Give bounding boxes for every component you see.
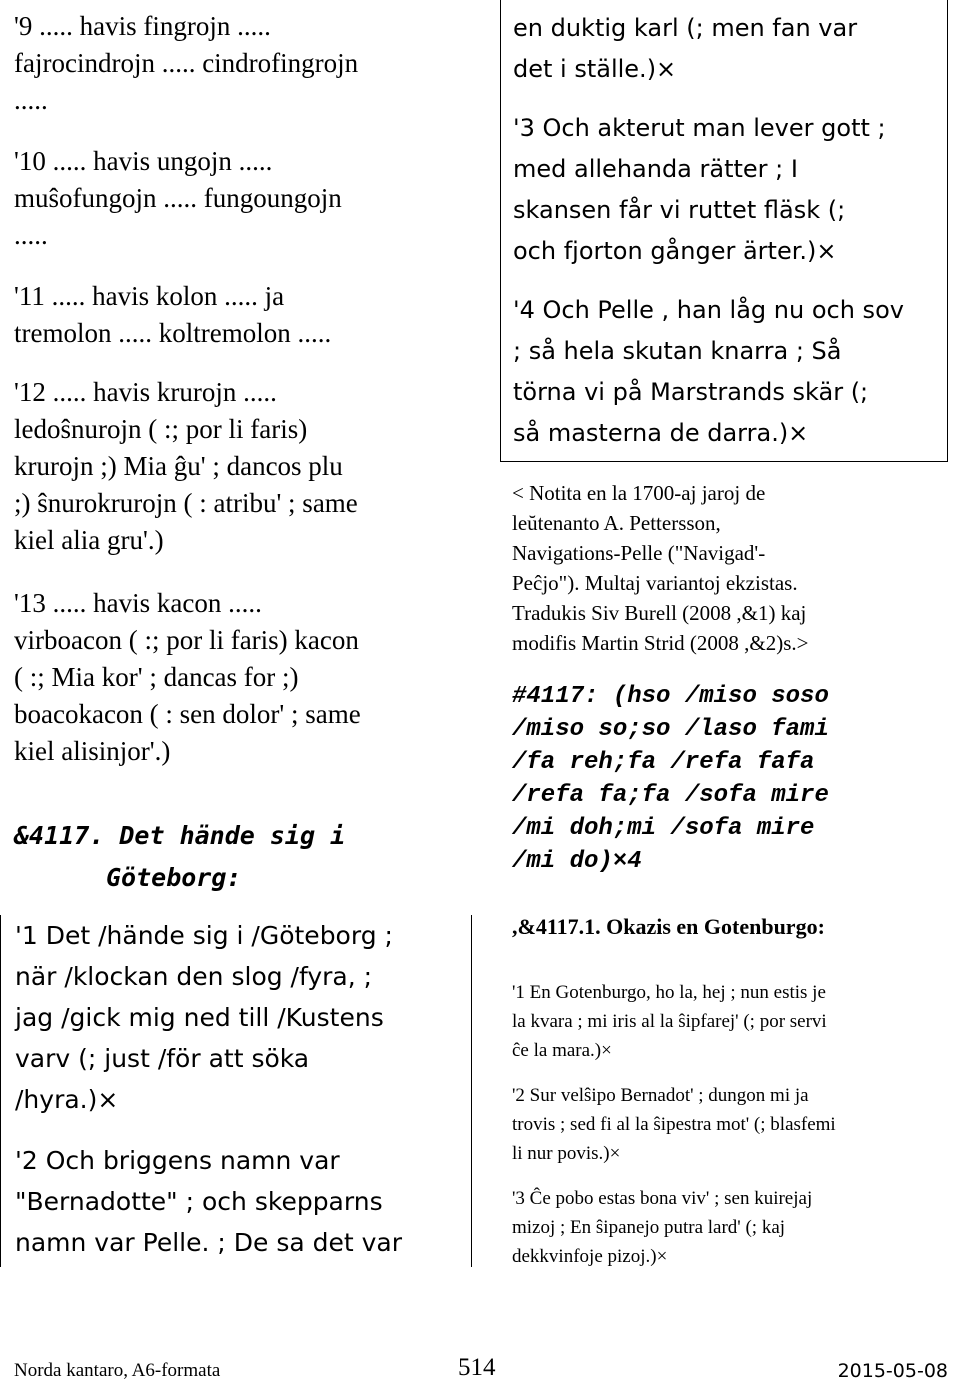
verse-10: '10 ..... havis ungojn ..... muŝofungojn ..... fungoungojn .....: [14, 146, 342, 250]
swedish-verse-4: '4 Och Pelle , han låg nu och sov ; så hela skutan knarra ; Så törna vi på Marstrands skär (; så masterna de darra.)×: [513, 296, 904, 447]
esperanto-verses-right: [512, 978, 948, 1287]
esperanto-verse-1: '1 En Gotenburgo, ho la, hej ; nun estis je la kvara ; mi iris al la ŝipfarej' (; por servi ĉe la mara.)×: [512, 982, 827, 1061]
page-footer: [14, 1352, 948, 1382]
swedish-verse-1: '1 Det /hände sig i /Göteborg ; när /klockan den slog /fyra, ; jag /gick mig ned till /Kustens varv (; just /för att söka /hyra.)×: [15, 921, 393, 1114]
footer-page-number: 514: [458, 1354, 496, 1381]
swedish-verse-2: '2 Och briggens namn var "Bernadotte" ; och skepparns namn var Pelle. ; De sa det var: [15, 1146, 403, 1257]
swedish-lyrics-box: [0, 915, 472, 1267]
song-heading-line1: &4117. Det hände sig i: [14, 821, 346, 850]
song-heading: [14, 815, 345, 899]
translation-note: < Notita en la 1700-aj jaroj de leŭtenanto A. Pettersson, Navigations-Pelle ("Navigad'- Peĉjo"). Multaj variantoj ekzistas. Tradukis Siv Burell (2008 ,&1) kaj modifis Martin Strid (2008 ,&2)s.>: [512, 481, 809, 655]
footer-book-title: Norda kantaro, A6-formata: [14, 1360, 221, 1381]
esperanto-song-title: ,&4117.1. Okazis en Gotenburgo:: [512, 914, 825, 939]
verse-13: '13 ..... havis kacon ..... virboacon ( :; por li faris) kacon ( :; Mia kor' ; dancas for ;) boacokacon ( : sen dolor' ; same kiel alisinjor'.): [14, 588, 361, 766]
esperanto-verse-3: '3 Ĉe pobo estas bona viv' ; sen kuirejaj mizoj ; En ŝipanejo putra lard' (; kaj dekkvinfoje pizoj.)×: [512, 1188, 813, 1267]
swedish-verse-2-continued: en duktig karl (; men fan var det i ställe.)×: [513, 14, 858, 83]
swedish-lyrics-box-continued: [500, 0, 948, 462]
verse-9: '9 ..... havis fingrojn ..... fajrocindrojn ..... cindrofingrojn .....: [14, 11, 359, 115]
esperanto-verse-2: '2 Sur velŝipo Bernadot' ; dungon mi ja trovis ; sed fi al la ŝipestra mot' (; blasfemi li nur povis.)×: [512, 1085, 836, 1164]
music-notation: #4117: (hso /miso soso /miso so;so /laso fami /fa reh;fa /refa fafa /refa fa;fa /sofa mire /mi doh;mi /sofa mire /mi do)×4: [512, 683, 829, 875]
verse-12: '12 ..... havis krurojn ..... ledoŝnurojn ( :; por li faris) krurojn ;) Mia ĝu' ; dancos plu ;) ŝnurokrurojn ( : atribu' ; same kiel alia gru'.): [14, 377, 358, 555]
verse-11: '11 ..... havis kolon ..... ja tremolon ..... koltremolon .....: [14, 281, 332, 348]
swedish-verse-3: '3 Och akterut man lever gott ; med allehanda rätter ; I skansen får vi ruttet fläsk (; och fjorton gånger ärter.)×: [513, 114, 886, 265]
footer-date: 2015-05-08: [837, 1360, 948, 1382]
song-heading-line2: Göteborg:: [106, 863, 242, 892]
